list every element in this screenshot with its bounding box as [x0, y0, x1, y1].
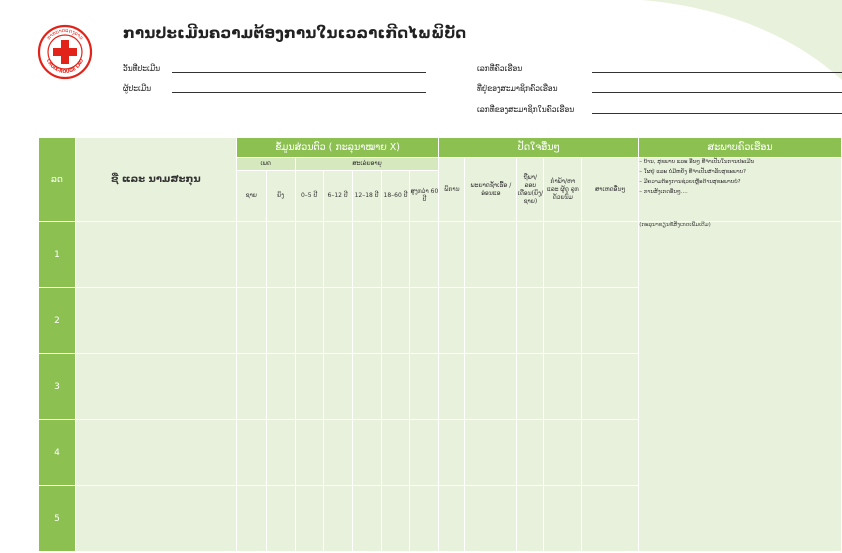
header-name: ຊື່ ແລະ ນາມສະກຸນ — [75, 138, 236, 222]
row-number: 1 — [39, 222, 76, 288]
disabled-cell[interactable] — [439, 354, 465, 420]
age-12-18-cell[interactable] — [352, 354, 381, 420]
male-cell[interactable] — [236, 354, 266, 420]
header-orphan-caregiver: ກຳພ້າ/ຫາ ແລະ ຜູ້ດູ ລູກດ້ວຍນົມ — [544, 158, 582, 222]
disabled-cell[interactable] — [439, 486, 465, 552]
disabled-cell[interactable] — [439, 288, 465, 354]
header-age-over-60: ສູງກວ່າ 60 ປີ — [410, 171, 439, 222]
header-age-18-60: 18–60 ປີ — [381, 171, 410, 222]
age-18-60-cell[interactable] — [381, 420, 410, 486]
age-6-12-cell[interactable] — [323, 420, 352, 486]
age-0-5-cell[interactable] — [295, 354, 323, 420]
field-member-number-line[interactable] — [592, 113, 842, 114]
header-age-0-5: 0–5 ປີ — [295, 171, 323, 222]
pregnant-cell[interactable] — [517, 486, 544, 552]
field-assessment-date-label: ວັນທີ່ປະເມີນ — [123, 64, 161, 73]
pregnant-cell[interactable] — [517, 222, 544, 288]
header-pregnant: ຖືພາ/ ລອບເດືອນ(ຍິງ/ ຊາຍ) — [517, 158, 544, 222]
household-note-3: – ມີຄວາມຕ້ອງການຊ່ວຍເຫຼືອດ້ານສຸຂະພາບບໍ່? — [639, 179, 741, 185]
household-note-2: – ໃຜຢູ່ ແລະ ບໍ່ມີຫຍັງ ທີ່ຈຳເປັນສຳລັບສຸຂະພາບ? — [639, 169, 746, 175]
header-household-status: ສະພາບຄົວເຮືອນ — [639, 138, 842, 158]
header-age-6-12: 6–12 ປີ — [323, 171, 352, 222]
chronic-illness-cell[interactable] — [465, 486, 517, 552]
age-0-5-cell[interactable] — [295, 420, 323, 486]
chronic-illness-cell[interactable] — [465, 354, 517, 420]
age-6-12-cell[interactable] — [323, 486, 352, 552]
age-6-12-cell[interactable] — [323, 354, 352, 420]
other-reasons-cell[interactable] — [582, 354, 639, 420]
age-0-5-cell[interactable] — [295, 288, 323, 354]
name-cell[interactable] — [75, 420, 236, 486]
header-other-reasons: ສາເຫດອື່ນໆ — [582, 158, 639, 222]
header-chronic-illness: ພະຍາດຊ້ຳເຮື້ອ /ອ່ອນແອ — [465, 158, 517, 222]
header-disabled: ພິການ — [439, 158, 465, 222]
age-over-60-cell[interactable] — [410, 288, 439, 354]
chronic-illness-cell[interactable] — [465, 222, 517, 288]
chronic-illness-cell[interactable] — [465, 288, 517, 354]
disabled-cell[interactable] — [439, 222, 465, 288]
row-number: 5 — [39, 486, 76, 552]
row-number: 2 — [39, 288, 76, 354]
orphan-caregiver-cell[interactable] — [544, 486, 582, 552]
name-cell[interactable] — [75, 354, 236, 420]
age-12-18-cell[interactable] — [352, 222, 381, 288]
row-number: 3 — [39, 354, 76, 420]
logo-top-text: ກາກບາດແດງລາວ — [45, 27, 85, 42]
field-assessor-line[interactable] — [172, 92, 426, 93]
other-reasons-cell[interactable] — [582, 288, 639, 354]
household-observations-cell[interactable]: (ກະລຸນາຂຽນຂໍ້ສັງເກດເພີ່ມເຕີມ) — [639, 222, 842, 552]
age-18-60-cell[interactable] — [381, 222, 410, 288]
male-cell[interactable] — [236, 288, 266, 354]
field-household-address-line[interactable] — [592, 92, 842, 93]
header-row-number: ລດ — [39, 138, 76, 222]
field-assessor-label: ຜູ້ປະເມີນ — [123, 84, 152, 93]
disabled-cell[interactable] — [439, 420, 465, 486]
field-assessment-date-line[interactable] — [172, 72, 426, 73]
age-18-60-cell[interactable] — [381, 288, 410, 354]
header-age-range: ສະເລ່ຍອາຍຸ — [295, 158, 439, 171]
male-cell[interactable] — [236, 486, 266, 552]
header-personal-info: ຂໍ້ມູນສ່ວນຕົວ ( ກະລຸນາໝາຍ X) — [236, 138, 439, 158]
age-6-12-cell[interactable] — [323, 222, 352, 288]
age-over-60-cell[interactable] — [410, 222, 439, 288]
header-other-factors: ປັດໃຈອື່ນໆ — [439, 138, 639, 158]
name-cell[interactable] — [75, 486, 236, 552]
age-12-18-cell[interactable] — [352, 288, 381, 354]
female-cell[interactable] — [266, 354, 295, 420]
household-note-1: – ບ້ານ, ສຸຂພາບ ແລະ ອື່ນໆ ທີ່ຈຳເປັນໃນການປະເມີນ — [639, 159, 755, 165]
age-6-12-cell[interactable] — [323, 288, 352, 354]
male-cell[interactable] — [236, 222, 266, 288]
female-cell[interactable] — [266, 486, 295, 552]
age-18-60-cell[interactable] — [381, 354, 410, 420]
corner-decoration — [582, 0, 842, 110]
orphan-caregiver-cell[interactable] — [544, 222, 582, 288]
age-0-5-cell[interactable] — [295, 222, 323, 288]
chronic-illness-cell[interactable] — [465, 420, 517, 486]
female-cell[interactable] — [266, 222, 295, 288]
orphan-caregiver-cell[interactable] — [544, 354, 582, 420]
logo-bottom-text: CROIX-ROUGE LAO — [44, 58, 86, 76]
name-cell[interactable] — [75, 222, 236, 288]
name-cell[interactable] — [75, 288, 236, 354]
female-cell[interactable] — [266, 288, 295, 354]
female-cell[interactable] — [266, 420, 295, 486]
age-over-60-cell[interactable] — [410, 354, 439, 420]
header-age-12-18: 12–18 ປີ — [352, 171, 381, 222]
age-over-60-cell[interactable] — [410, 486, 439, 552]
pregnant-cell[interactable] — [517, 420, 544, 486]
male-cell[interactable] — [236, 420, 266, 486]
assessment-table — [38, 137, 842, 552]
field-household-number-line[interactable] — [592, 72, 842, 73]
field-household-address-label: ທີ່ຢູ່ຂອງສະມາຊິກຄົວເຮືອນ — [477, 84, 558, 93]
age-12-18-cell[interactable] — [352, 420, 381, 486]
orphan-caregiver-cell[interactable] — [544, 288, 582, 354]
household-notes — [639, 158, 842, 222]
age-12-18-cell[interactable] — [352, 486, 381, 552]
row-number: 4 — [39, 420, 76, 486]
other-reasons-cell[interactable] — [582, 486, 639, 552]
age-0-5-cell[interactable] — [295, 486, 323, 552]
household-note-4: – ການສັງເກດອື່ນໆ.... — [639, 189, 688, 195]
age-over-60-cell[interactable] — [410, 420, 439, 486]
pregnant-cell[interactable] — [517, 354, 544, 420]
header-male: ຊາຍ — [236, 171, 266, 222]
header-sex: ເພດ — [236, 158, 295, 171]
page-title: ການປະເມີນຄວາມຕ້ອງການໃນເວລາເກີດໄພພິບັດ — [123, 24, 467, 42]
other-reasons-cell[interactable] — [582, 222, 639, 288]
field-household-number-label: ເລກທີ່ຄົວເຮືອນ — [477, 64, 523, 73]
other-reasons-cell[interactable] — [582, 420, 639, 486]
orphan-caregiver-cell[interactable] — [544, 420, 582, 486]
field-member-number-label: ເລກທີ່ຂອງສະມາຊິກໃນຄົວເຮືອນ — [477, 105, 575, 114]
red-cross-logo — [37, 24, 93, 80]
header-female: ຍິງ — [266, 171, 295, 222]
pregnant-cell[interactable] — [517, 288, 544, 354]
age-18-60-cell[interactable] — [381, 486, 410, 552]
